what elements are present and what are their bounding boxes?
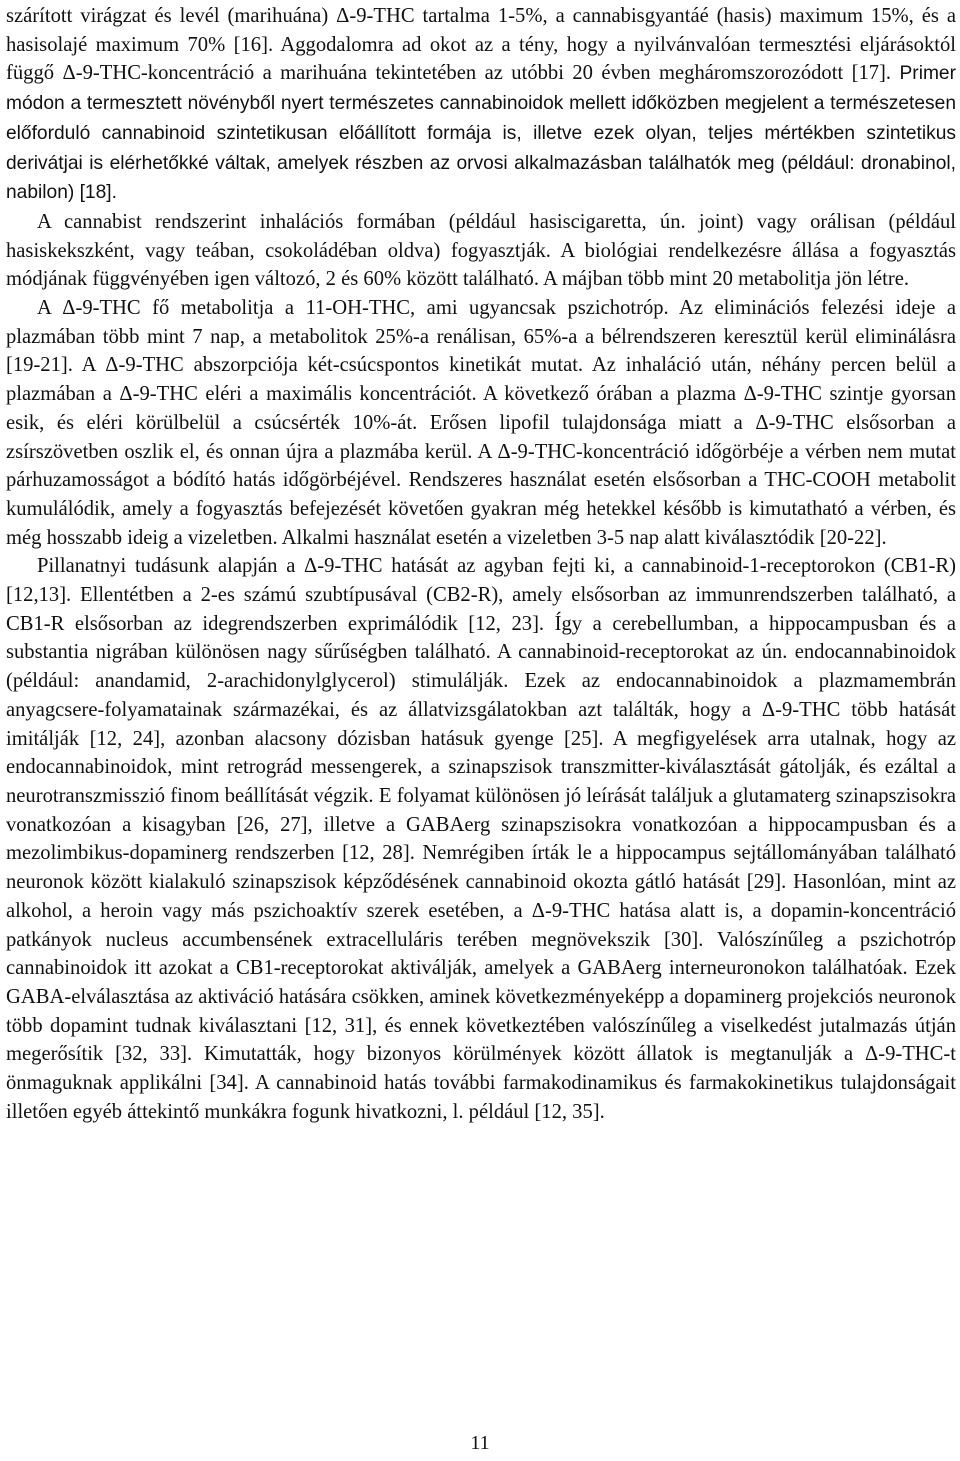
paragraph-2-text: A cannabist rendszerint inhalációs formában (például hasiscigaretta, ún. joint) vagy orálisan (például hasiskekszként, vagy teában, csokoládéban oldva) fogyasztják. A biológiai rendelkezésre állása a fogyasztás módjának függvényében igen változó, 2 és 60% között található. A májban több mint 20 metabolitja jön létre. [6,210,956,291]
paragraph-1-text-a: szárított virágzat és levél (marihuána) Δ-9-THC tartalma 1-5%, a cannabisgyantáé (hasis) maximum 15%, és a hasisolajé maximum 70% [16]. Aggodalomra ad okot az a tény, hogy a nyilvánvalóan termesztési eljárásoktól függő Δ-9-THC-koncentráció a marihuána tekintetében az utóbbi 20 évben megháromszorozódott [17]. [6,5,956,85]
page-number: 11 [470,1432,490,1454]
paragraph-3-text: A Δ-9-THC fő metabolitja a 11-OH-THC, ami ugyancsak pszichotróp. Az eliminációs felezési ideje a plazmában több mint 7 nap, a metabolitok 25%-a renálisan, 65%-a a bélrendszeren keresztül kerül eliminálásra [19-21]. A Δ-9-THC abszorpciója két-csúcspontos kinetikát mutat. Az inhaláció után, néhány percen belül a plazmában a Δ-9-THC eléri a maximális koncentrációt. A következő órában a plazma Δ-9-THC szintje gyorsan esik, és eléri körülbelül a csúcsérték 10%-át. Erősen lipofil tulajdonsága miatt a Δ-9-THC elsősorban a zsírszövetben oszlik el, és onnan újra a plazmába kerül. A Δ-9-THC-koncentráció időgörbéje a vérben nem mutat párhuzamosságot a bódító hatás időgörbéjével. Rendszeres használat esetén elsősorban a THC-COOH metabolit kumulálódik, amely a fogyasztás befejezését követően gyakran még hetekkel később is kimutatható a vérben, és még hosszabb ideig a vizeletben. Alkalmi használat esetén a vizeletben 3-5 nap alatt kiválasztódik [20-22]. [6,297,956,549]
document-body [6,2,956,1126]
paragraph-3 [6,294,956,552]
paragraph-1 [6,2,956,208]
paragraph-2 [6,208,956,294]
paragraph-4-text: Pillanatnyi tudásunk alapján a Δ-9-THC hatását az agyban fejti ki, a cannabinoid-1-receptorokon (CB1-R) [12,13]. Ellentétben a 2-es számú szubtípusával (CB2-R), amely elsősorban az immunrendszerben található, a CB1-R elsősorban az idegrendszerben exprimálódik [12, 23]. Így a cerebellumban, a hippocampusban és a substantia nigrában különösen nagy sűrűségben található. A cannabinoid-receptorokat az ún. endocannabinoidok (például: anandamid, 2-arachidonylglycerol) stimulálják. Ezek az endocannabinoidok a plazmamembrán anyagcsere-folyamatainak származékai, és az állatvizsgálatokban azt találták, hogy a Δ-9-THC több hatását imitálják [12, 24], azonban alacsony dózisban hatásuk gyenge [25]. A megfigyelések arra utalnak, hogy az endocannabinoidok, mint retrográd messengerek, a szinapszisok transzmitter-kiválasztását gátolják, és ezáltal a neurotranszmisszió finom beállítását végzik. E folyamat különösen jó leírását találjuk a glutamaterg szinapszisokra vonatkozóan a kisagyban [26, 27], illetve a GABAerg szinapszisokra vonatkozóan a hippocampusban és a mezolimbikus-dopaminerg rendszerben [12, 28]. Nemrégiben írták le a hippocampus sejtállományában található neuronok között kialakuló szinapszisok képződésének cannabinoid okozta gátló hatását [29]. Hasonlóan, mint az alkohol, a heroin vagy más pszichoaktív szerek esetében, a Δ-9-THC hatása alatt is, a dopamin-koncentráció patkányok nucleus accumbensének extracelluláris terében megnövekszik [30]. Valószínűleg a pszichotróp cannabinoidok itt azokat a CB1-receptorokat aktiválják, amelyek a GABAerg interneuronokon találhatóak. Ezek GABA-elválasztása az aktiváció hatására csökken, aminek következményeképp a dopaminerg projekciós neuronok több dopamint tudnak kiválasztani [12, 31], és ennek következtében valószínűleg a viselkedést jutalmazás útján megerősítik [32, 33]. Kimutatták, hogy bizonyos körülmények között állatok is megtanulják a Δ-9-THC-t önmaguknak applikálni [34]. A cannabinoid hatás további farmakodinamikus és farmakokinetikus tulajdonságait illetően egyéb áttekintő munkákra fogunk hivatkozni, l. például [12, 35]. [6,555,956,1123]
paragraph-4 [6,552,956,1126]
paragraph-1-text-b: Primer módon a termesztett növényből nyert természetes cannabinoidok mellett időközben megjelent a természetesen előforduló cannabinoid szintetikusan előállított formája is, illetve ezek olyan, teljes mértékben szintetikus derivátjai is elérhetőkké váltak, amelyek részben az orvosi alkalmazásban találhatók meg (például: dronabinol, nabilon) [18]. [6,63,956,204]
